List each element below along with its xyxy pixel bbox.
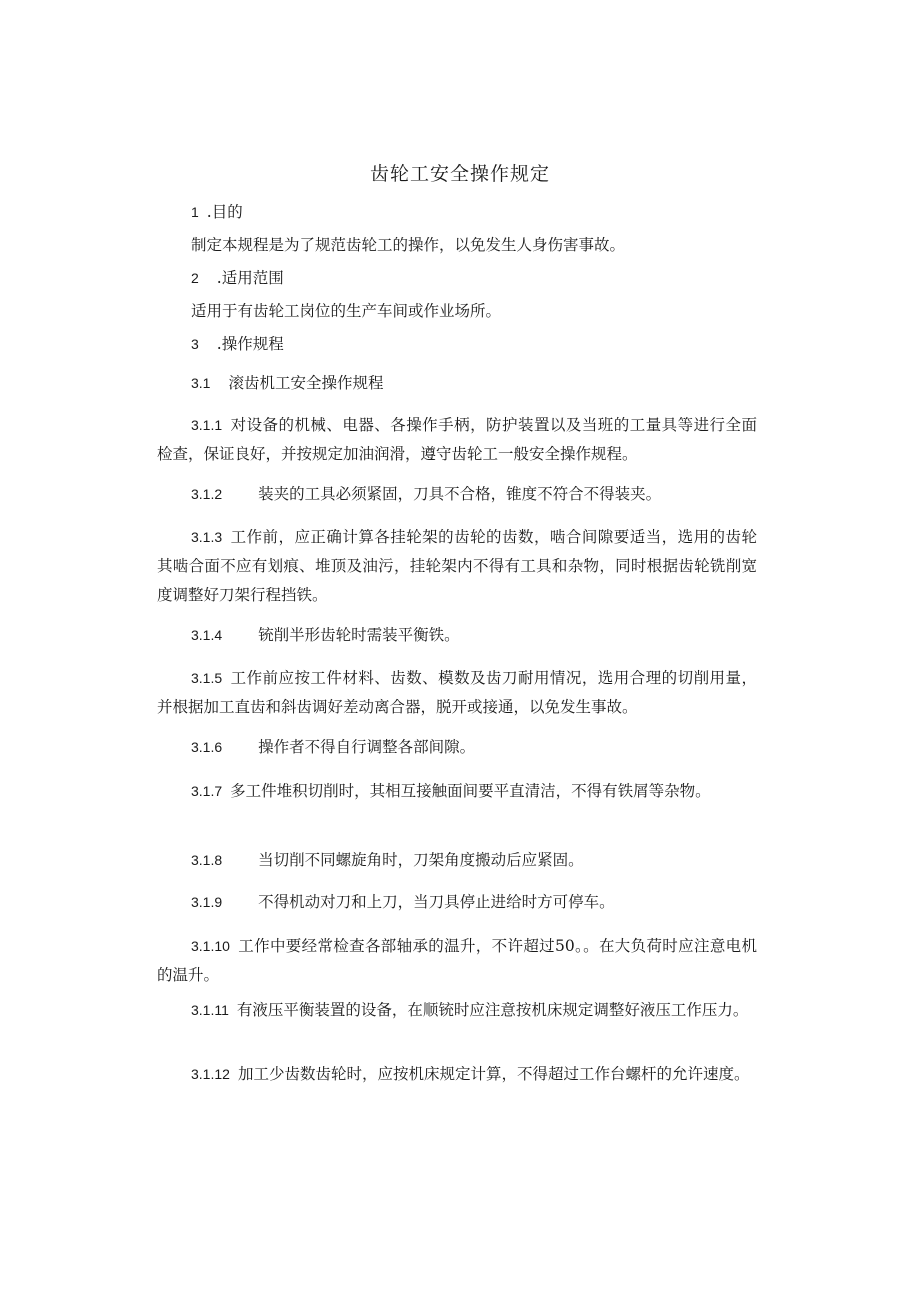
clause-text: 不得机动对刀和上刀，当刀具停止进给时方可停车。 — [258, 893, 615, 911]
clause-3-1-11 — [157, 996, 757, 1025]
clause-3-1-2 — [157, 480, 757, 509]
clause-3-1-10 — [157, 932, 757, 990]
clause-text: 工作前应按工件材料、齿数、模数及齿刀耐用情况，选用合理的切削用量，并根据加工直齿和斜齿调好差动离合器，脱开或接通，以免发生事故。 — [157, 669, 757, 716]
clause-3-1-12 — [157, 1060, 757, 1089]
section-2-heading — [191, 265, 284, 291]
clause-number: 3.1.3 — [191, 529, 223, 545]
document-title: 齿轮工安全操作规定 — [369, 163, 550, 185]
clause-number: 3.1.11 — [191, 1002, 229, 1018]
section-label: .目的 — [206, 203, 243, 221]
subsection-3-1-heading — [191, 370, 383, 396]
clause-number: 3.1.5 — [191, 670, 223, 686]
clause-text: 工作前，应正确计算各挂轮架的齿轮的齿数，啮合间隙要适当，选用的齿轮其啮合面不应有划痕、堆顶及油污，挂轮架内不得有工具和杂物，同时根据齿轮铣削宽度调整好刀架行程挡铁。 — [157, 528, 757, 604]
clause-text: 操作者不得自行调整各部间隙。 — [258, 738, 476, 756]
clause-number: 3.1.8 — [191, 852, 223, 868]
section-number: 3 — [191, 336, 199, 352]
section-label: .操作规程 — [216, 335, 284, 353]
clause-text: 有液压平衡装置的设备，在顺铳时应注意按机床规定调整好液压工作压力。 — [236, 1001, 749, 1019]
clause-3-1-9 — [157, 888, 757, 917]
clause-number: 3.1.12 — [191, 1066, 230, 1082]
clause-3-1-8 — [157, 846, 757, 875]
clause-number: 3.1.2 — [191, 486, 223, 502]
clause-number: 3.1.7 — [191, 783, 223, 799]
clause-number: 3.1.1 — [191, 417, 223, 433]
clause-3-1-4 — [157, 621, 757, 650]
clause-3-1-5 — [157, 664, 757, 722]
clause-3-1-3 — [157, 523, 757, 610]
clause-3-1-6 — [157, 733, 757, 762]
section-1-text: 制定本规程是为了规范齿轮工的操作，以免发生人身伤害事故。 — [191, 236, 626, 254]
clause-text: 对设备的机械、电器、各操作手柄，防护装置以及当班的工量具等进行全面检查，保证良好，并按规定加油润滑，遵守齿轮工一般安全操作规程。 — [157, 416, 757, 463]
clause-number: 3.1.4 — [191, 627, 223, 643]
clause-text: 当切削不同螺旋角时，刀架角度搬动后应紧固。 — [258, 851, 584, 869]
section-label: .适用范围 — [216, 269, 284, 287]
section-number: 1 — [191, 204, 199, 220]
clause-text: 铳削半形齿轮时需装平衡铁。 — [258, 626, 460, 644]
clause-number: 3.1.9 — [191, 894, 223, 910]
clause-number: 3.1.10 — [191, 938, 230, 954]
section-3-heading — [191, 331, 284, 357]
section-number: 2 — [191, 270, 199, 286]
clause-number: 3.1.6 — [191, 739, 223, 755]
clause-text: 工作中要经常检查各部轴承的温升，不许超过50。。在大负荷时应注意电机的温升。 — [157, 937, 757, 984]
clause-text: 加工少齿数齿轮时，应按机床规定计算，不得超过工作台螺杆的允许速度。 — [237, 1065, 750, 1083]
clause-3-1-1 — [157, 411, 757, 469]
subsection-label: 滚齿机工安全操作规程 — [228, 374, 384, 392]
clause-text: 多工件堆积切削时，其相互接触面间要平直清洁，不得有铁屑等杂物。 — [230, 782, 711, 800]
clause-3-1-7 — [157, 777, 757, 806]
section-2-text: 适用于有齿轮工岗位的生产车间或作业场所。 — [191, 302, 502, 320]
clause-text: 装夹的工具必须紧固，刀具不合格，锥度不符合不得装夹。 — [258, 485, 662, 503]
section-1-heading — [191, 199, 243, 225]
subsection-number: 3.1 — [191, 375, 211, 391]
